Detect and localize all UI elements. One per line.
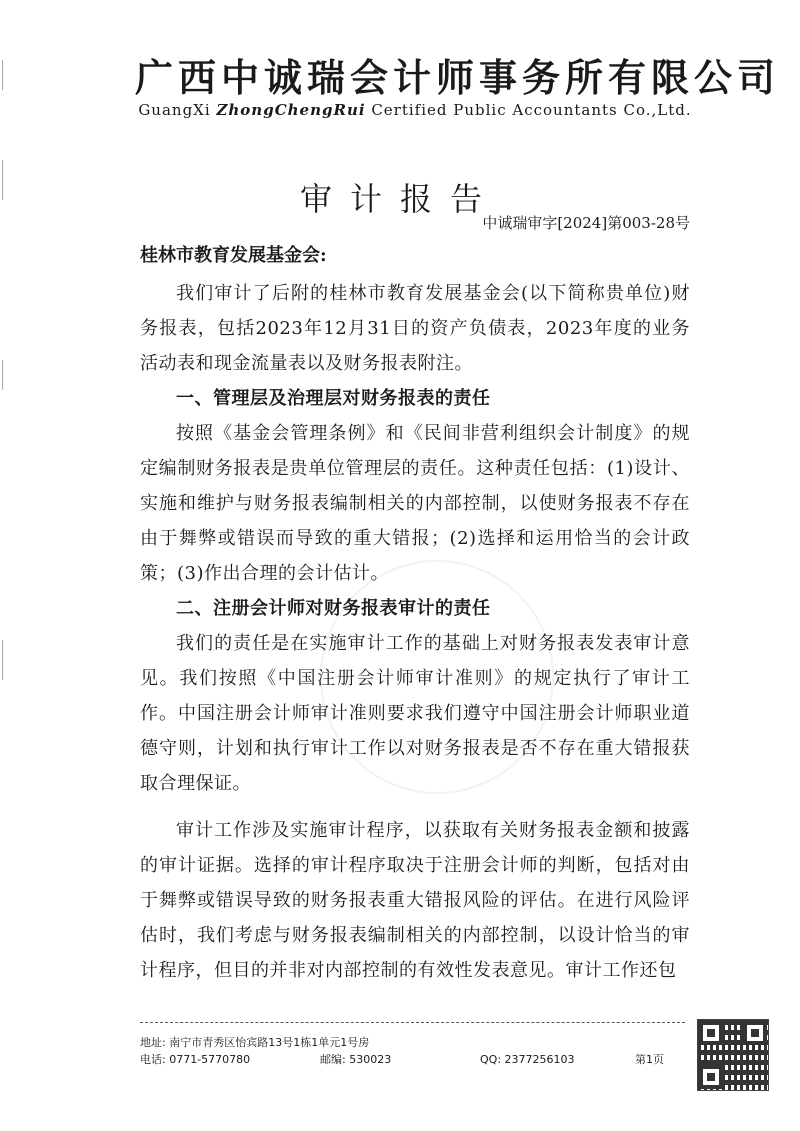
qr-finder bbox=[699, 1021, 723, 1045]
footer-divider bbox=[140, 1022, 685, 1023]
audit-procedures-paragraph: 审计工作涉及实施审计程序，以获取有关财务报表金额和披露的审计证据。选择的审计程序取决于注册会计师的判断，包括对由于舞弊或错误导致的财务报表重大错报风险的评估。在进行风险评估时，我们考虑与财务报表编制相关的内部控制，以设计恰当的审计程序，但目的并非对内部控制的有效性发表意见。审计工作还包 bbox=[140, 820, 690, 981]
scan-artifact bbox=[2, 60, 9, 90]
firm-name-english bbox=[135, 101, 695, 119]
report-reference-number: 中诚瑞审字[2024]第003-28号 bbox=[482, 214, 690, 232]
firm-name-en-prefix: GuangXi bbox=[138, 101, 211, 119]
intro-paragraph: 我们审计了后附的桂林市教育发展基金会(以下简称贵单位)财务报表，包括2023年12月31日的资产负债表，2023年度的业务活动表和现金流量表以及财务报表附注。 bbox=[140, 283, 690, 374]
footer-page-number: 第1页 bbox=[635, 1053, 664, 1066]
report-body bbox=[140, 276, 690, 988]
firm-name-chinese: 广西中诚瑞会计师事务所有限公司 bbox=[135, 55, 781, 100]
footer-postcode: 邮编: 530023 bbox=[320, 1053, 392, 1066]
qr-code-icon bbox=[697, 1019, 769, 1091]
page-footer bbox=[140, 1022, 685, 1072]
firm-name-en-suffix: Certified Public Accountants Co.,Ltd. bbox=[371, 101, 692, 119]
section-heading-management: 一、管理层及治理层对财务报表的责任 bbox=[176, 388, 491, 409]
scan-artifact bbox=[2, 640, 9, 680]
qr-finder bbox=[699, 1065, 723, 1089]
firm-name-en-bold: ZhongChengRui bbox=[216, 101, 366, 119]
footer-phone: 电话: 0771-5770780 bbox=[140, 1053, 251, 1066]
section-heading-auditor: 二、注册会计师对财务报表审计的责任 bbox=[176, 598, 491, 619]
addressee: 桂林市教育发展基金会: bbox=[140, 245, 327, 266]
scan-artifact bbox=[2, 360, 9, 390]
footer-address: 地址: 南宁市青秀区怡宾路13号1栋1单元1号房 bbox=[140, 1036, 370, 1049]
auditor-responsibility-paragraph: 我们的责任是在实施审计工作的基础上对财务报表发表审计意见。我们按照《中国注册会计师审计准则》的规定执行了审计工作。中国注册会计师审计准则要求我们遵守中国注册会计师职业道德守则，计划和执行审计工作以对财务报表是否不存在重大错报获取合理保证。 bbox=[140, 633, 690, 794]
qr-finder bbox=[743, 1021, 767, 1045]
footer-qq: QQ: 2377256103 bbox=[480, 1053, 575, 1066]
report-title: 审计报告 bbox=[299, 180, 500, 219]
management-responsibility-paragraph: 按照《基金会管理条例》和《民间非营利组织会计制度》的规定编制财务报表是贵单位管理层的责任。这种责任包括：(1)设计、实施和维护与财务报表编制相关的内部控制，以使财务报表不存在由于舞弊或错误而导致的重大错报；(2)选择和运用恰当的会计政策；(3)作出合理的会计估计。 bbox=[140, 423, 690, 584]
